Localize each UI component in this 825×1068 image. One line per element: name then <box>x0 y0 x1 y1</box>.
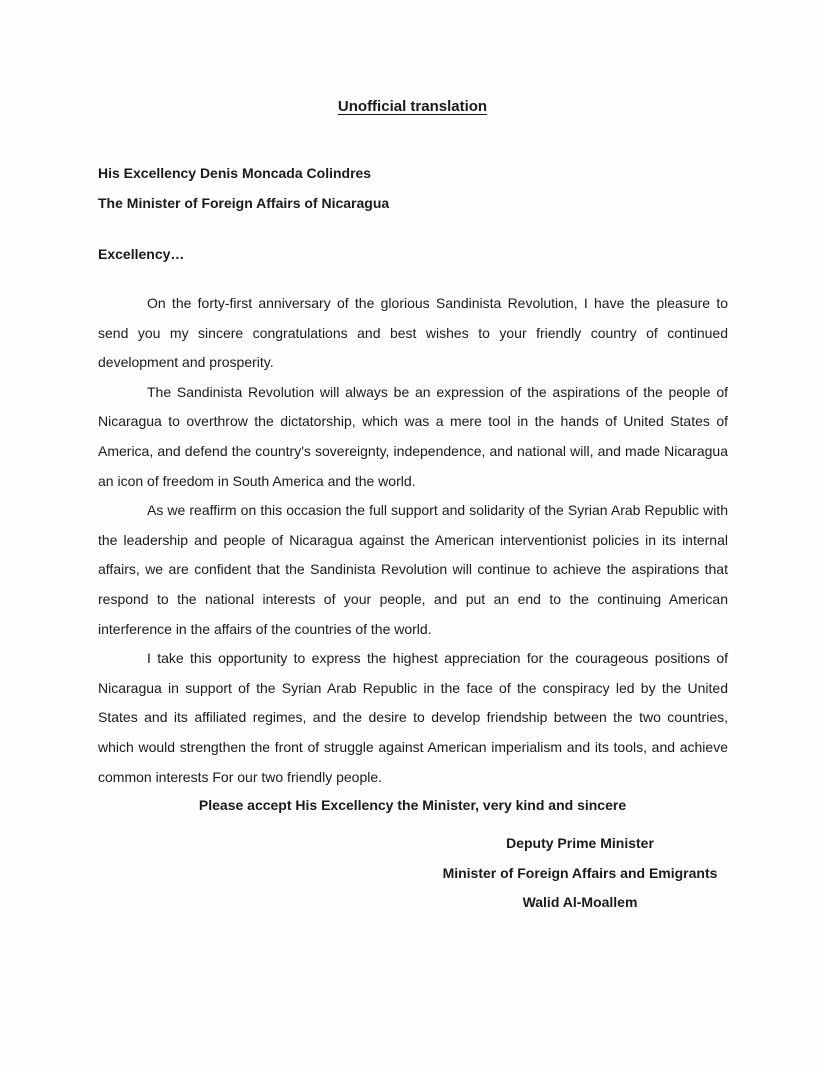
addressee-block <box>98 158 389 218</box>
body-paragraph: As we reaffirm on this occasion the full support and solidarity of the Syrian Arab Republic with the leadership and people of Nicaragua against the American interventionist policies in its internal affairs, we are confident that the Sandinista Revolution will continue to achieve the aspirations that respond to the national interests of your people, and put an end to the continuing American interference in the affairs of the countries of the world. <box>98 502 728 637</box>
closing-line: Please accept His Excellency the Minister, very kind and sincere <box>198 797 627 813</box>
addressee-position: The Minister of Foreign Affairs of Nicaragua <box>98 195 390 211</box>
signatory-name: Walid Al-Moallem <box>522 894 638 911</box>
signature-block <box>430 829 730 918</box>
body-paragraph: I take this opportunity to express the highest appreciation for the courageous positions of Nicaragua in support of the Syrian Arab Republic in the face of the conspiracy led by the United States and its affiliated regimes, and the desire to develop friendship between the two countries, which would strengthen the front of struggle against American imperialism and its tools, and achieve common interests For our two friendly people. <box>98 650 728 785</box>
addressee-name: His Excellency Denis Moncada Colindres <box>98 165 372 181</box>
document-title: Unofficial translation <box>337 98 488 115</box>
letter-body <box>98 289 728 792</box>
salutation: Excellency… <box>98 246 185 262</box>
signatory-position: Minister of Foreign Affairs and Emigrants <box>442 864 718 881</box>
signatory-title: Deputy Prime Minister <box>506 835 654 851</box>
body-paragraph: The Sandinista Revolution will always be an expression of the aspirations of the people of Nicaragua to overthrow the dictatorship, which was a mere tool in the hands of United States of America, and defend the country's sovereignty, independence, and national will, and made Nicaragua an icon of freedom in South America and the world. <box>98 383 728 489</box>
body-paragraph: On the forty-first anniversary of the glorious Sandinista Revolution, I have the pleasure to send you my sincere congratulations and best wishes to your friendly country of continued development and prosperity. <box>98 295 728 371</box>
